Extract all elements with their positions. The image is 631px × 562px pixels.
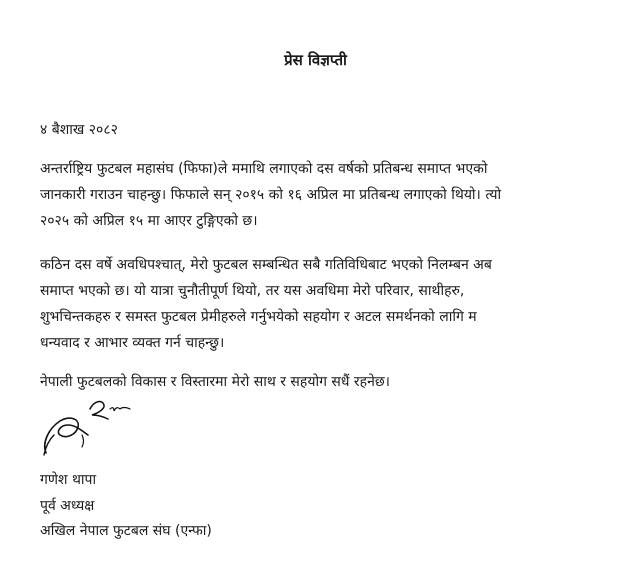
paragraph-1 xyxy=(40,156,588,234)
document-title: प्रेस विज्ञप्ती xyxy=(284,51,347,69)
signatory-position: पूर्व अध्यक्ष xyxy=(40,498,95,514)
paragraph-line: कठिन दस वर्षे अवधिपश्चात्, मेरो फुटबल सम्बन्धित सबै गतिविधिबाट भएको निलम्बन अब xyxy=(40,257,492,273)
document-date: ४ बैशाख २०८२ xyxy=(40,122,118,138)
paragraph-line: नेपाली फुटबलको विकास र विस्तारमा मेरो साथ र सहयोग सधैं रहनेछ। xyxy=(40,374,390,390)
paragraph-line: धन्यवाद र आभार व्यक्त गर्न चाहन्छु। xyxy=(40,335,225,351)
paragraph-line: २०२५ को अप्रिल १५ मा आएर टुङ्गिएको छ। xyxy=(40,213,258,229)
signatory-organization: अखिल नेपाल फुटबल संघ (एन्फा) xyxy=(40,523,212,539)
signatory-name: गणेश थापा xyxy=(40,472,97,488)
handwritten-signature xyxy=(38,395,148,460)
paragraph-line: समाप्त भएको छ। यो यात्रा चुनौतीपूर्ण थियो, तर यस अवधिमा मेरो परिवार, साथीहरु, xyxy=(40,283,465,299)
paragraph-3 xyxy=(40,369,588,395)
paragraph-line: शुभचिन्तकहरु र समस्त फुटबल प्रेमीहरुले गर्नुभयेको सहयोग र अटल समर्थनको लागि म xyxy=(40,309,477,325)
paragraph-2 xyxy=(40,252,588,356)
paragraph-line: जानकारी गराउन चाहन्छु। फिफाले सन् २०१५ को १६ अप्रिल मा प्रतिबन्ध लगाएको थियो। त्यो xyxy=(40,187,502,203)
paragraph-line: अन्तर्राष्ट्रिय फुटबल महासंघ (फिफा)ले ममाथि लगाएको दस वर्षको प्रतिबन्ध समाप्त भएको xyxy=(40,161,488,177)
